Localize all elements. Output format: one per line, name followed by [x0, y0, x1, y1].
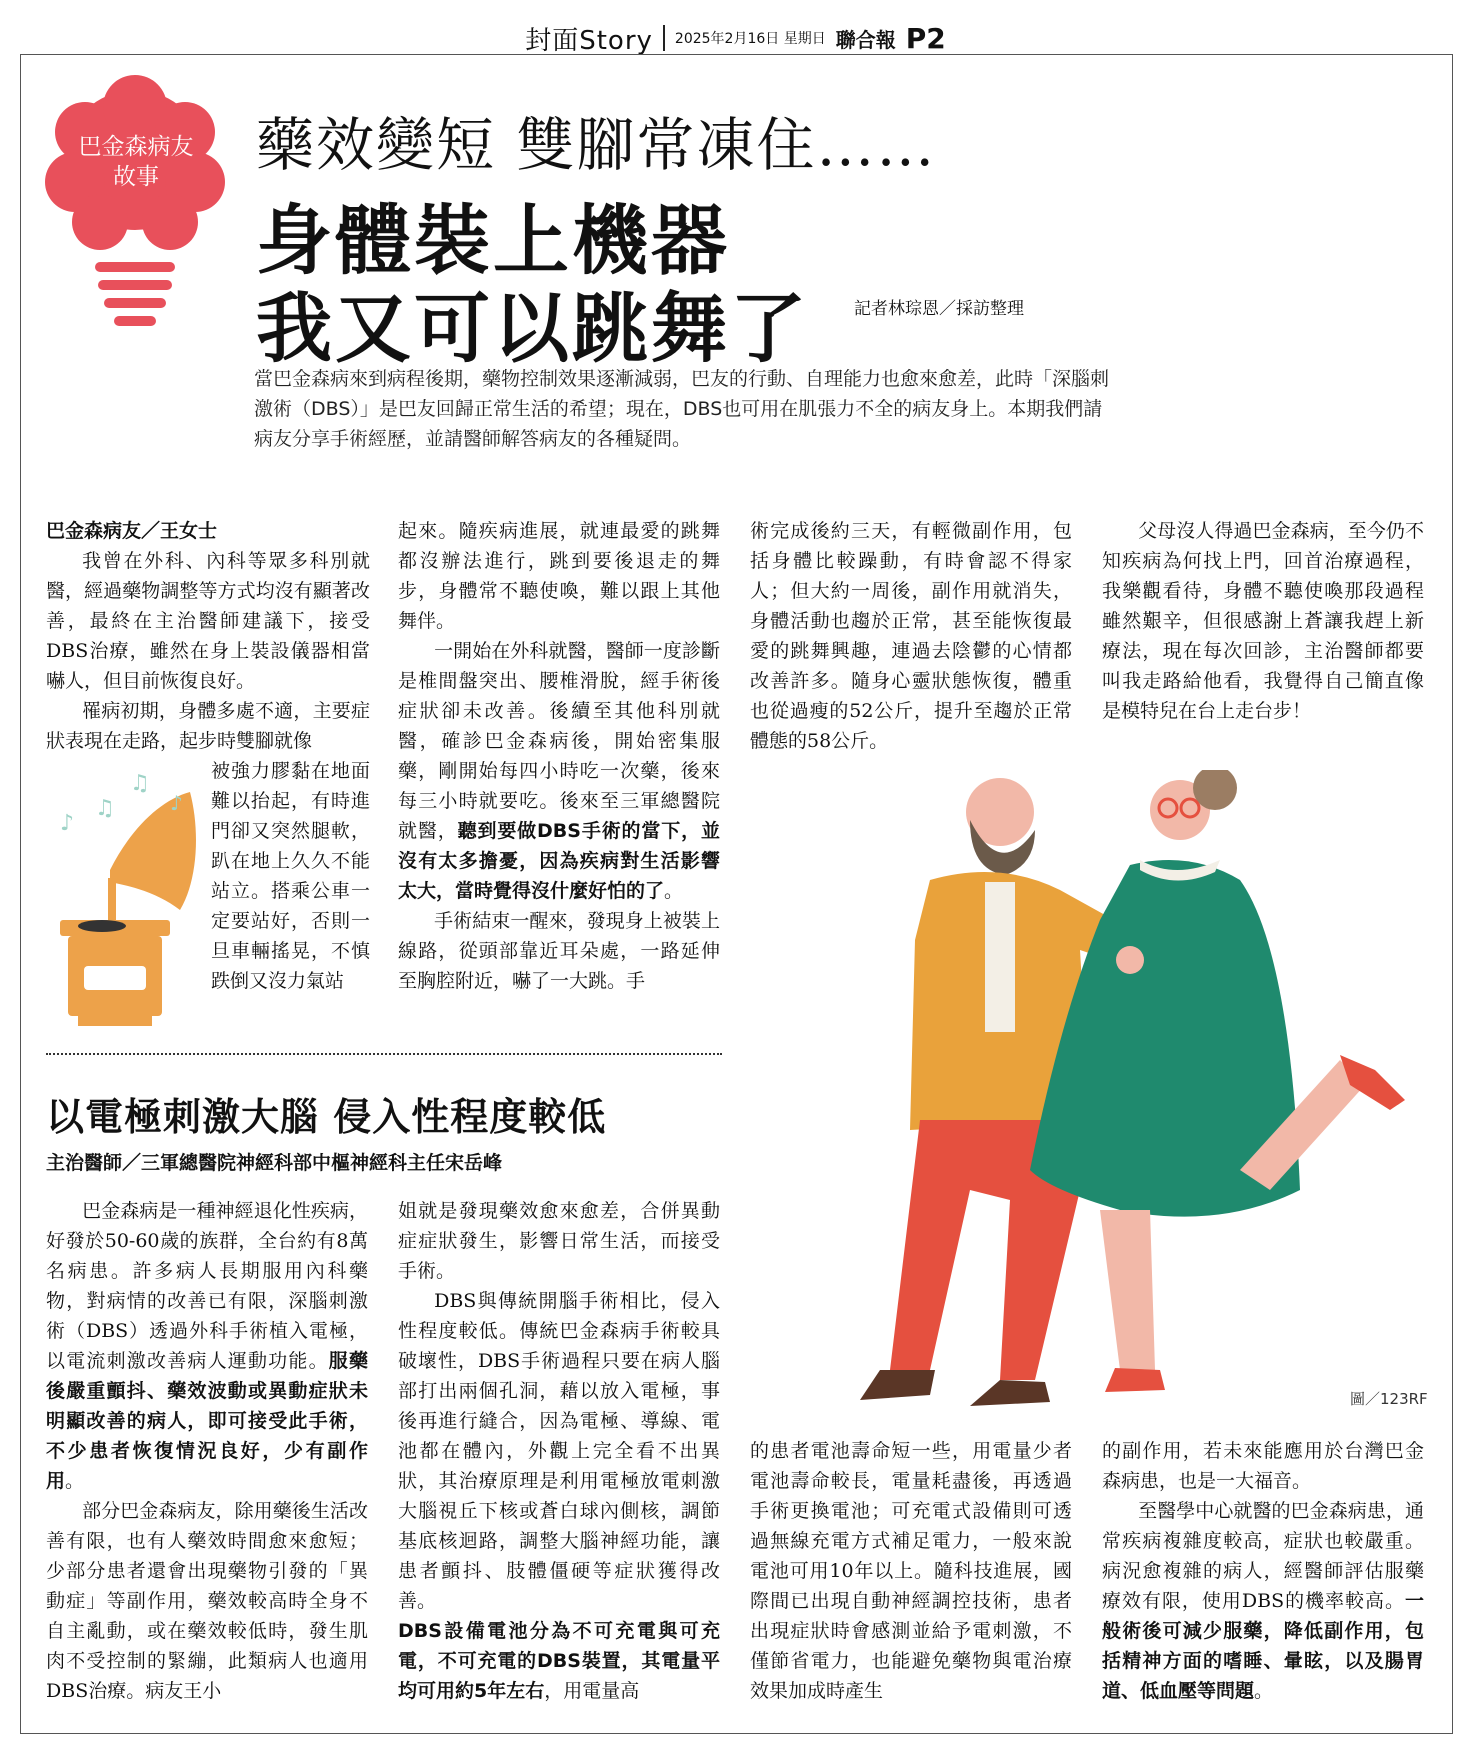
paragraph	[46, 1196, 368, 1496]
badge-text	[48, 132, 224, 192]
gramophone-icon	[40, 770, 208, 1030]
paragraph	[398, 636, 720, 906]
badge-line-1: 巴金森病友	[78, 134, 194, 160]
lightbulb-badge-icon	[40, 72, 230, 332]
paragraph-text: 。	[65, 1470, 85, 1492]
story-column-1-wrap	[211, 756, 370, 996]
paragraph-text: 。	[664, 880, 684, 902]
paragraph-text: 巴金森病是一種神經退化性疾病，好發於50-60歲的族群，全台約有8萬名病患。許多病人長期服用內科藥物，對病情的改善已有限，深腦刺激術（DBS）透過外科手術植入電極，以電流刺激改善病人運動功能。	[46, 1200, 368, 1372]
story-column-1	[46, 516, 370, 756]
paragraph: 罹病初期，身體多處不適，主要症狀表現在走路，起步時雙腳就像	[46, 700, 370, 752]
doctor-column-2	[398, 1196, 720, 1706]
image-credit: 圖／123RF	[1350, 1390, 1428, 1408]
paragraph: 部分巴金森病友，除用藥後生活改善有限，也有人藥效時間愈來愈短；少部分患者還會出現藥物引發的「異動症」等副作用，藥效較高時全身不自主亂動，或在藥效較低時，發生肌肉不受控制的緊繃，此類病人也適用DBS治療。病友王小	[46, 1500, 368, 1702]
story-column-3	[750, 516, 1072, 756]
doctor-column-4	[1102, 1436, 1424, 1706]
paragraph: 術完成後約三天，有輕微副作用，包括身體比較躁動，有時會認不得家人；但大約一周後，副作用就消失，身體活動也趨於正常，甚至能恢復最愛的跳舞興趣，連過去陰鬱的心情都改善許多。隨身心靈狀態恢復，體重也從過瘦的52公斤，提升至趨於正常體態的58公斤。	[750, 520, 1072, 752]
paragraph: DBS與傳統開腦手術相比，侵入性程度較低。傳統巴金森病手術較具破壞性，DBS手術過程只要在病人腦部打出兩個孔洞，藉以放入電極，事後再進行縫合，因為電極、導線、電池都在體內，外觀上完全看不出異狀，其治療原理是利用電極放電刺激大腦視丘下核或蒼白球內側核，調節基底核迴路，調整大腦神經功能，讓患者顫抖、肢體僵硬等症狀獲得改善。	[398, 1290, 720, 1612]
paragraph-text: 一開始在外科就醫，醫師一度診斷是椎間盤突出、腰椎滑脫，經手術後症狀卻未改善。後續至其他科別就醫，確診巴金森病後，開始密集服藥，剛開始每四小時吃一次藥，後來每三小時就要吃。後來至三軍總醫院就醫，	[398, 640, 720, 842]
story-author: 巴金森病友／王女士	[46, 520, 218, 542]
paragraph-text: 至醫學中心就醫的巴金森病患，通常疾病複雜度較高，症狀也較嚴重。病況愈複雜的病人，經醫師評估服藥療效有限，使用DBS的機率較高。	[1102, 1500, 1424, 1612]
badge-line-2: 故事	[113, 164, 159, 190]
paragraph-text: ，用電量高	[544, 1680, 640, 1702]
headline-kicker: 藥效變短 雙腳常凍住……	[256, 111, 937, 179]
issue-date: 2025年2月16日 星期日	[674, 31, 826, 47]
headline-main-2: 我又可以跳舞了	[256, 284, 809, 373]
masthead-divider	[663, 25, 665, 51]
paragraph-highlight: DBS設備電池分為不可充電與可充電，不可充電的DBS裝置，其電量平均可用約5年左右	[398, 1620, 720, 1702]
paragraph: 的患者電池壽命短一些，用電量少者電池壽命較長，電量耗盡後，再透過手術更換電池；可充電式設備則可透過無線充電方式補足電力，一般來說電池可用10年以上。隨科技進展，國際間已出現自動神經調控技術，患者出現症狀時會感測並給予電刺激，不僅節省電力，也能避免藥物與電治療效果加成時產生	[750, 1440, 1072, 1702]
section-divider	[46, 1053, 722, 1055]
paragraph: 手術結束一醒來，發現身上被裝上線路，從頭部靠近耳朵處，一路延伸至胸腔附近，嚇了一大跳。手	[398, 910, 720, 992]
story-column-2	[398, 516, 720, 996]
byline: 記者林琮恩／採訪整理	[854, 299, 1024, 319]
paragraph: 姐就是發現藥效愈來愈差，合併異動症症狀發生，影響日常生活，而接受手術。	[398, 1200, 720, 1282]
svg-text:♪: ♪	[60, 811, 75, 836]
svg-text:♫: ♫	[130, 771, 150, 796]
page-number: P2	[905, 21, 946, 55]
paragraph: 被強力膠黏在地面難以抬起，有時進門卻又突然腿軟，趴在地上久久不能站立。搭乘公車一定要站好，否則一旦車輛搖晃，不慎跌倒又沒力氣站	[211, 760, 370, 992]
svg-text:♫: ♫	[95, 796, 115, 821]
paragraph: 我曾在外科、內科等眾多科別就醫，經過藥物調整等方式均沒有顯著改善，最終在主治醫師建議下，接受DBS治療，雖然在身上裝設儀器相當嚇人，但目前恢復良好。	[46, 550, 370, 692]
doctor-column-1	[46, 1196, 368, 1706]
doctor-credit: 主治醫師／三軍總醫院神經科部中樞神經科主任宋岳峰	[46, 1152, 503, 1174]
story-column-4	[1102, 516, 1424, 726]
svg-text:♪: ♪	[170, 791, 183, 815]
headline-main-1: 身體裝上機器	[256, 196, 730, 285]
paragraph: 起來。隨疾病進展，就連最愛的跳舞都沒辦法進行，跳到要後退走的舞步，身體常不聽使喚，難以跟上其他舞伴。	[398, 520, 720, 632]
paragraph: 父母沒人得過巴金森病，至今仍不知疾病為何找上門，回首治療過程，我樂觀看待，身體不聽使喚那段過程雖然艱辛，但很感謝上蒼讓我趕上新療法，現在每次回診，主治醫師都要叫我走路給他看，我覺得自己簡直像是模特兒在台上走台步！	[1102, 520, 1424, 722]
paper-name: 聯合報	[835, 27, 896, 52]
section-title: 以電極刺激大腦 侵入性程度較低	[46, 1095, 607, 1139]
section-name: 封面Story	[525, 25, 653, 56]
doctor-column-3	[750, 1436, 1072, 1706]
paragraph-highlight: 一般術後可減少服藥，降低副作用，包括精神方面的嗜睡、暈眩，以及腸胃道、低血壓等問題	[1102, 1590, 1424, 1702]
paragraph-text: 。	[1254, 1680, 1274, 1702]
lead-paragraph: 當巴金森病來到病程後期，藥物控制效果逐漸減弱，巴友的行動、自理能力也愈來愈差，此時「深腦刺激術（DBS）」是巴友回歸正常生活的希望；現在，DBS也可用在肌張力不全的病友身上。本期我們請病友分享手術經歷，並請醫師解答病友的各種疑問。	[254, 368, 1110, 450]
paragraph-highlight: 聽到要做DBS手術的當下，並沒有太多擔憂，因為疾病對生活影響太大，當時覺得沒什麼好怕的了	[398, 820, 720, 902]
paragraph-highlight: 服藥後嚴重顫抖、藥效波動或異動症狀未明顯改善的病人，即可接受此手術，不少患者恢復情況良好，少有副作用	[46, 1350, 368, 1492]
paragraph	[1102, 1496, 1424, 1706]
paragraph	[398, 1616, 720, 1706]
paragraph: 的副作用，若未來能應用於台灣巴金森病患，也是一大福音。	[1102, 1440, 1424, 1492]
dancing-couple-illustration	[820, 770, 1420, 1420]
